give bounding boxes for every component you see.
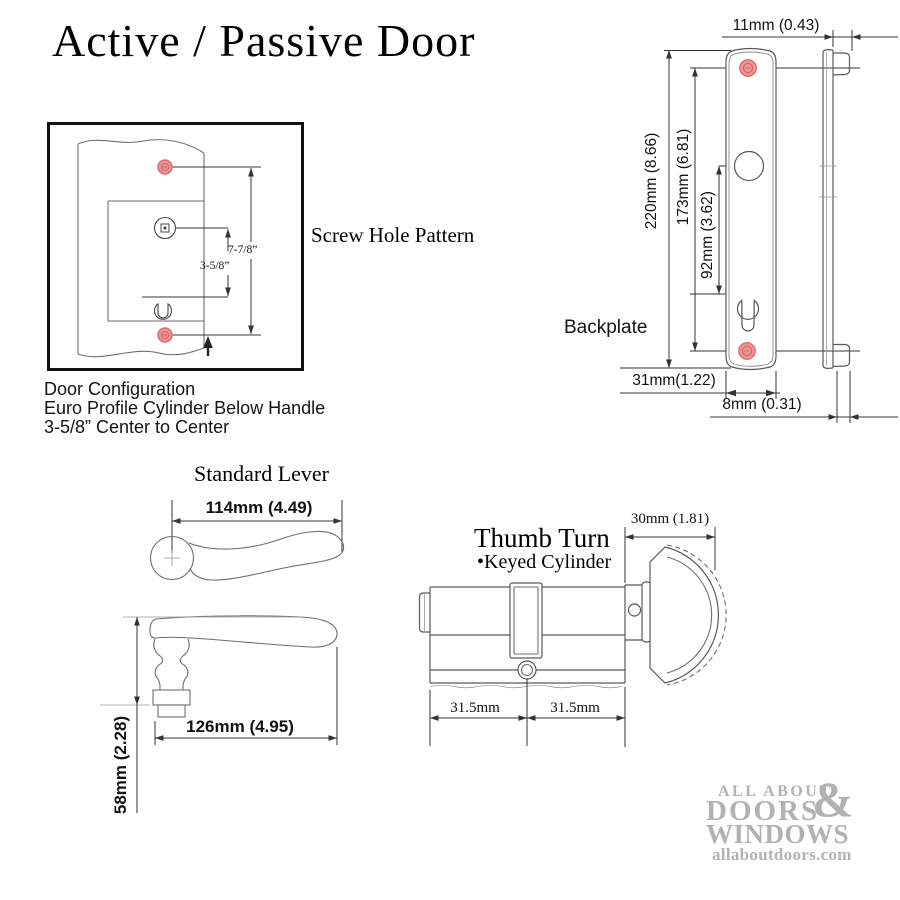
spindle-hole	[735, 152, 764, 181]
screw-pattern-caption: Screw Hole Pattern	[311, 223, 475, 247]
cam	[510, 583, 542, 658]
dim-label-top: 11mm (0.43)	[732, 17, 820, 34]
backplate-drawing	[610, 0, 900, 440]
logo-line-windows: WINDOWS	[706, 819, 850, 849]
dim-58mm	[100, 617, 305, 814]
note-line-2: Euro Profile Cylinder Below Handle	[44, 398, 326, 418]
door-configuration-note	[44, 380, 325, 437]
screw-bottom	[739, 343, 755, 359]
dim-173mm	[675, 68, 695, 351]
lever-side-view	[150, 616, 337, 717]
cylinder-drawing	[415, 500, 735, 750]
dim-label-half-b: 31.5mm	[550, 700, 600, 716]
logo-url: allaboutdoors.com	[712, 845, 852, 864]
screw-hole-bottom	[158, 328, 172, 342]
screw-top	[740, 60, 756, 76]
backplate-front-view	[726, 49, 776, 370]
dim-92mm	[699, 166, 719, 294]
backplate-label: Backplate	[564, 317, 648, 338]
dim-114mm	[172, 498, 342, 553]
thumb-turn-title: Thumb Turn	[474, 523, 610, 553]
cylinder-body	[420, 583, 626, 688]
note-line-3: 3-5/8” Center to Center	[44, 417, 230, 437]
dim-label-half-a: 31.5mm	[450, 700, 500, 716]
lever-drawing	[90, 455, 410, 875]
dim-label-thickness: 8mm (0.31)	[722, 396, 802, 413]
logo-line-all-about: ALL ABOUT	[718, 783, 833, 800]
screw-pattern-box	[47, 122, 304, 371]
dim-11mm	[722, 17, 898, 51]
euro-cylinder-hole	[155, 304, 172, 319]
dim-label-height: 220mm (8.66)	[643, 132, 660, 230]
screw-hole-top	[158, 160, 172, 174]
dim-label-width: 31mm(1.22)	[632, 372, 716, 389]
dim-label-overall: 7-7/8”	[228, 244, 258, 256]
lever-top-view	[151, 531, 344, 580]
page-title: Active / Passive Door	[52, 15, 476, 66]
note-line-1: Door Configuration	[44, 379, 196, 399]
dim-label-hole-span: 92mm (3.62)	[699, 191, 716, 279]
dim-220mm	[643, 50, 669, 368]
dim-label-top-view: 114mm (4.49)	[205, 498, 313, 517]
dim-label-side-height: 58mm (2.28)	[111, 715, 130, 815]
dim-label-center: 3-5/8”	[200, 260, 230, 272]
spindle-hole	[155, 218, 176, 239]
dim-label-knob: 30mm (1.81)	[630, 511, 710, 527]
dim-label-side-length: 126mm (4.95)	[186, 717, 294, 736]
logo-ampersand: &	[812, 771, 854, 827]
logo-line-doors: DOORS	[706, 795, 820, 827]
screw-pattern-drawing	[50, 125, 301, 368]
keyed-cylinder-subtitle: •Keyed Cylinder	[477, 551, 612, 573]
bold-up-arrow	[203, 336, 213, 356]
thumb-turn-knob	[625, 545, 726, 685]
dim-halves	[430, 679, 625, 747]
dim-8mm	[710, 371, 898, 423]
lever-title: Standard Lever	[194, 461, 329, 486]
door-edge-profile	[78, 140, 204, 357]
dim-7-7-8	[228, 168, 257, 334]
mounting-screw	[518, 661, 536, 679]
dim-label-screw-span: 173mm (6.81)	[675, 128, 692, 226]
dim-31mm	[620, 371, 780, 399]
backplate-side-view	[819, 50, 850, 369]
